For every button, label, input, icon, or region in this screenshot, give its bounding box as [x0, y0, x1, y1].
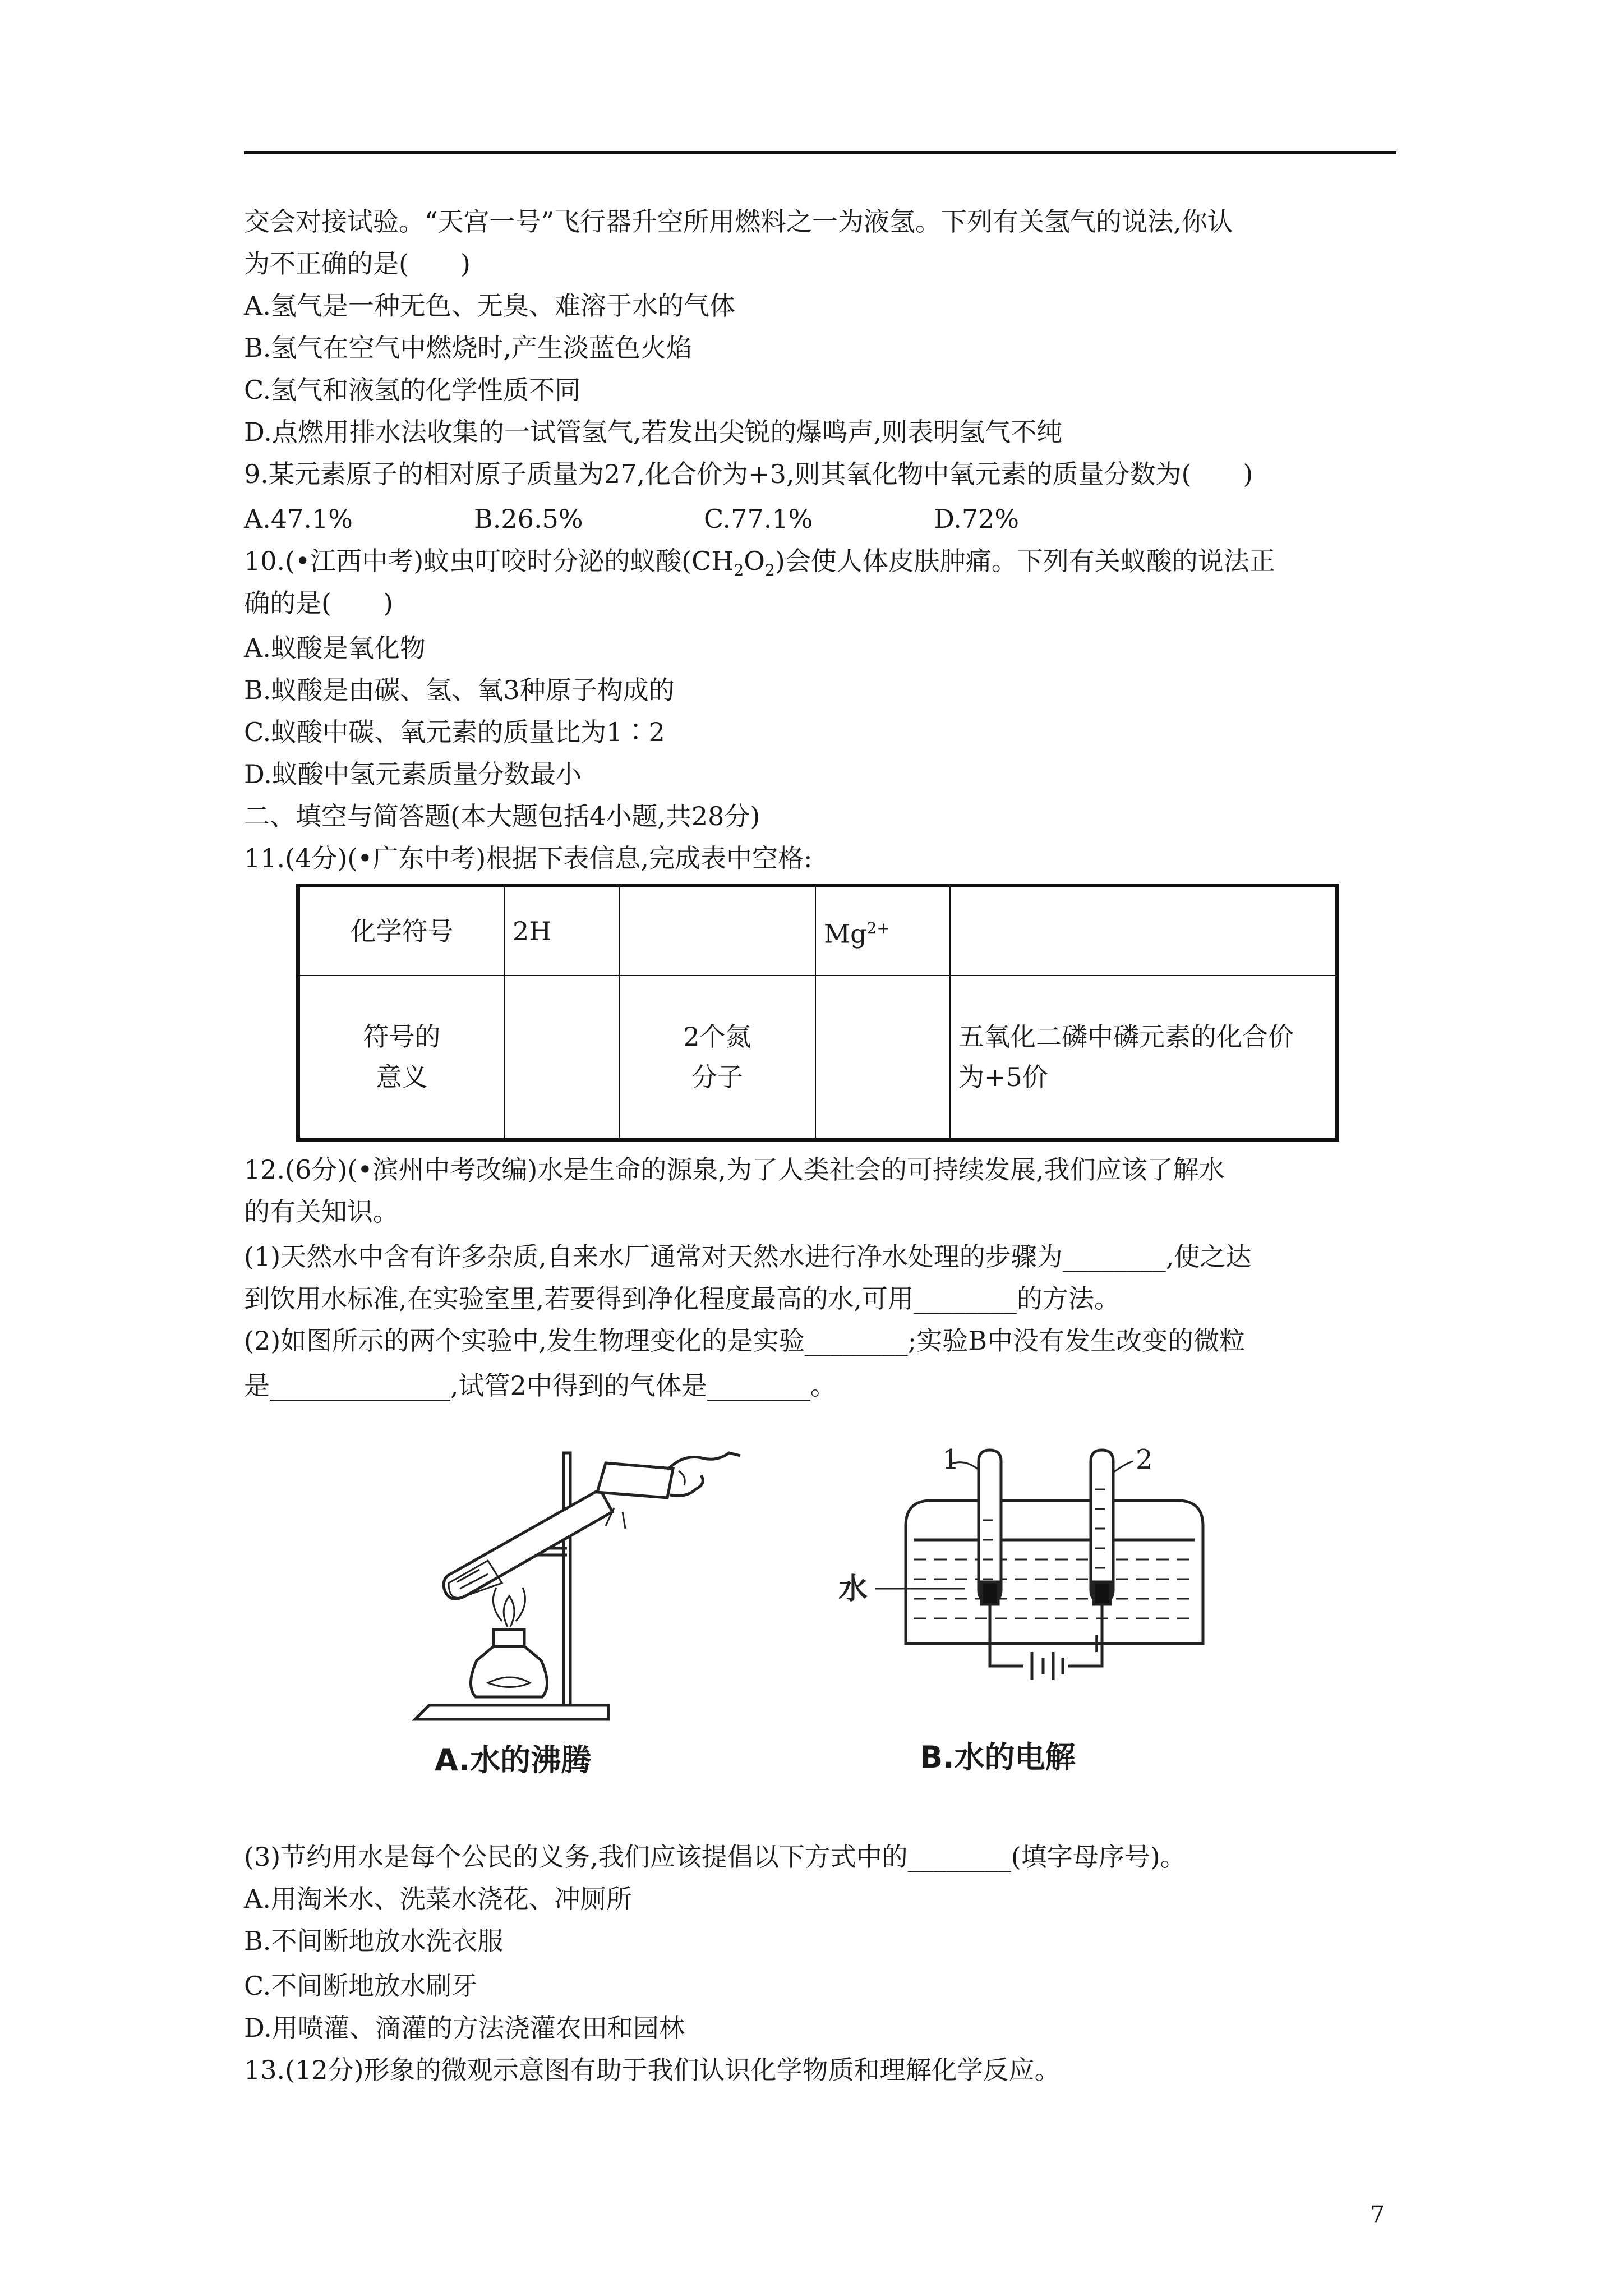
q11-cell-p2o5 [950, 976, 1338, 1140]
q12-part3-stem: (3)节约用水是每个公民的义务,我们应该提倡以下方式中的________(填字母序号)。 [244, 1842, 1186, 1872]
q12-option-a: A.用淘米水、洗菜水浇花、冲厕所 [244, 1884, 632, 1914]
figure-b-caption: B.水的电解 [920, 1740, 1076, 1775]
q10-option-d: D.蚁酸中氢元素质量分数最小 [244, 759, 582, 789]
q10-stem-o: O [744, 546, 765, 576]
q12-part2-line1: (2)如图所示的两个实验中,发生物理变化的是实验________;实验B中没有发生改变的微粒 [244, 1326, 1246, 1356]
q10-stem-line2: 确的是( ) [244, 588, 393, 618]
q8-option-c: C.氢气和液氢的化学性质不同 [244, 375, 581, 405]
section-2-heading: 二、填空与简答题(本大题包括4小题,共28分) [244, 801, 760, 831]
q11-cell-mg [815, 886, 950, 976]
q11-meaning-label-line2: 意义 [376, 1061, 428, 1092]
q11-cell-blank-2[interactable] [950, 886, 1338, 976]
q11-cell-label-symbol: 化学符号 [298, 886, 505, 976]
q12-stem-line2: 的有关知识。 [244, 1197, 399, 1227]
q11-n2-line1: 2个氮 [683, 1021, 751, 1052]
q11-table-row-symbols [298, 886, 1338, 976]
q12-part1-line2: 到饮用水标准,在实验室里,若要得到净化程度最高的水,可用________的方法。 [244, 1283, 1120, 1314]
tube-2-label: 2 [1136, 1447, 1153, 1475]
q9-option-b: B.26.5% [474, 504, 583, 534]
q12-option-c: C.不间断地放水刷牙 [244, 1971, 478, 2001]
q13-stem: 13.(12分)形象的微观示意图有助于我们认识化学物质和理解化学反应。 [244, 2055, 1061, 2085]
q10-option-a: A.蚁酸是氧化物 [244, 633, 426, 663]
q11-cell-blank-4[interactable] [815, 976, 950, 1140]
q12-part2-line2: 是______________,试管2中得到的气体是________。 [244, 1370, 836, 1401]
q11-stem: 11.(4分)(•广东中考)根据下表信息,完成表中空格: [244, 843, 813, 873]
q11-mg-charge: 2+ [866, 919, 890, 938]
q11-cell-blank-3[interactable] [504, 976, 619, 1140]
q12-part1-line1: (1)天然水中含有许多杂质,自来水厂通常对天然水进行净水处理的步骤为________,使之达 [244, 1241, 1252, 1272]
q8-line1: 交会对接试验。“天宫一号”飞行器升空所用燃料之一为液氢。下列有关氢气的说法,你认 [244, 206, 1233, 237]
q8-option-d: D.点燃用排水法收集的一试管氢气,若发出尖锐的爆鸣声,则表明氢气不纯 [244, 417, 1063, 447]
q8-line2: 为不正确的是( ) [244, 249, 471, 279]
q10-stem-line1 [244, 544, 1275, 587]
water-label: 水 [838, 1572, 868, 1606]
q11-table [296, 884, 1339, 1142]
q10-option-c: C.蚁酸中碳、氧元素的质量比为1∶2 [244, 717, 665, 747]
q9-option-d: D.72% [934, 504, 1020, 534]
q11-cell-label-meaning [298, 976, 505, 1140]
q12-option-d: D.用喷灌、滴灌的方法浇灌农田和园林 [244, 2013, 685, 2043]
q12-option-b: B.不间断地放水洗衣服 [244, 1926, 504, 1956]
figure-water-electrolysis [830, 1447, 1234, 1728]
header-rule [244, 151, 1396, 154]
q10-subscript-1: 2 [734, 561, 744, 580]
q10-subscript-2: 2 [765, 561, 775, 580]
q9-option-c: C.77.1% [704, 504, 813, 534]
q11-table-row-meaning [298, 976, 1338, 1140]
q11-cell-2h: 2H [504, 886, 619, 976]
q8-option-a: A.氢气是一种无色、无臭、难溶于水的气体 [244, 291, 735, 321]
q9-stem: 9.某元素原子的相对原子质量为27,化合价为+3,则其氧化物中氧元素的质量分数为( ) [244, 459, 1253, 489]
q10-stem-part1: 10.(•江西中考)蚊虫叮咬时分泌的蚁酸(CH [244, 546, 734, 576]
q12-stem-line1: 12.(6分)(•滨州中考改编)水是生命的源泉,为了人类社会的可持续发展,我们应该了解水 [244, 1154, 1225, 1185]
q9-option-a: A.47.1% [244, 504, 353, 534]
q11-n2-line2: 分子 [691, 1061, 743, 1092]
page-number: 7 [1370, 2202, 1385, 2228]
q10-stem-part2: )会使人体皮肤肿痛。下列有关蚁酸的说法正 [774, 546, 1275, 576]
q10-option-b: B.蚁酸是由碳、氢、氧3种原子构成的 [244, 675, 675, 705]
q11-p-line2: 为+5价 [958, 1061, 1048, 1092]
q11-p-line1: 五氧化二磷中磷元素的化合价 [958, 1021, 1294, 1052]
q8-option-b: B.氢气在空气中燃烧时,产生淡蓝色火焰 [244, 333, 693, 363]
figure-water-boiling [404, 1436, 763, 1739]
tube-1-label: 1 [942, 1447, 960, 1475]
q11-mg-symbol: Mg [824, 918, 867, 949]
positive-terminal-label: + [1085, 1627, 1108, 1659]
q11-cell-blank-1[interactable] [619, 886, 815, 976]
q11-cell-n2 [619, 976, 815, 1140]
q11-meaning-label-line1: 符号的 [363, 1021, 441, 1052]
figure-a-caption: A.水的沸腾 [435, 1742, 592, 1778]
q9-options [244, 502, 1164, 536]
negative-terminal-label: − [1011, 1627, 1034, 1659]
